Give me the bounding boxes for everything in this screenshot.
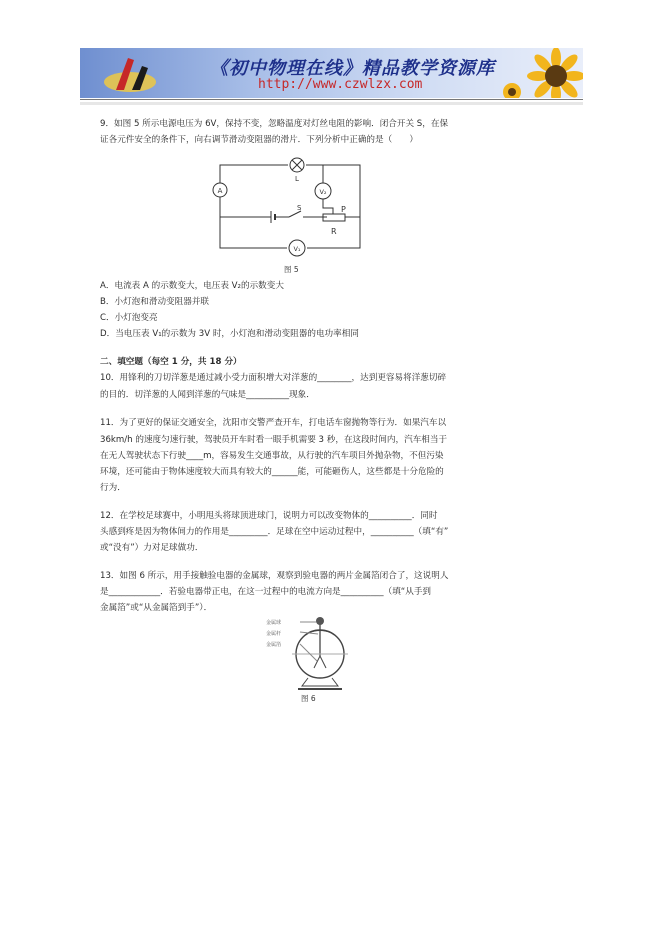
circuit-diagram-fig5 xyxy=(205,150,375,262)
fig6-label-rod: 金属杆 xyxy=(266,631,282,637)
header-banner xyxy=(80,48,583,98)
site-logo-icon xyxy=(102,52,158,96)
q13-line-2: 是____________．若验电器带正电，在这一过程中的电流方向是__________（填“从手到 xyxy=(100,587,432,597)
q9-option-c: C．小灯泡变亮 xyxy=(100,313,158,323)
metal-ball-icon xyxy=(316,617,324,625)
q12-line-3: 或“没有”）力对足球做功． xyxy=(100,543,204,553)
v1-label: V₁ xyxy=(293,245,301,253)
lamp-l-icon xyxy=(290,158,304,172)
fig6-label-foil: 金属箔 xyxy=(266,642,282,648)
q13-line-3: 金属箔”或“从金属箔到手”）． xyxy=(100,603,213,613)
fig6-label-ball: 金属球 xyxy=(266,620,282,626)
fig6-caption: 图 6 xyxy=(301,694,316,703)
header-rule xyxy=(80,99,583,100)
q13-line-1: 13．如图 6 所示，用手接触验电器的金属球，观察到验电器的两片金属箔闭合了，这说明人 xyxy=(100,571,449,581)
q9-option-a: A．电流表 A 的示数变大，电压表 V₂的示数变大 xyxy=(100,281,284,291)
q12-line-1: 12．在学校足球赛中，小明甩头将球顶进球门，说明力可以改变物体的__________．同时 xyxy=(100,511,438,521)
q11-line-4: 环境，还可能由于物体速度较大而具有较大的______能，可能砸伤人，这些都是十分危险的 xyxy=(100,467,444,477)
q12-line-2: 头感到疼是因为物体间力的作用是_________．足球在空中运动过程中，__________（填“有” xyxy=(100,527,449,537)
v2-label: V₂ xyxy=(319,188,327,196)
ammeter-label: A xyxy=(217,187,223,195)
electroscope-diagram-fig6 xyxy=(262,614,362,694)
banner-title: 《初中物理在线》精品教学资源库 xyxy=(210,58,495,79)
q10-line-2: 的目的．切洋葱的人闻到洋葱的气味是__________现象． xyxy=(100,390,315,400)
q11-line-1: 11．为了更好的保证交通安全，沈阳市交警严查开车，打电话车窗抛物等行为．如果汽车以 xyxy=(100,418,447,428)
q9-option-d: D．当电压表 V₁的示数为 3V 时，小灯泡和滑动变阻器的电功率相同 xyxy=(100,329,359,339)
q11-line-5: 行为． xyxy=(100,483,126,493)
q9-line-2: 证各元件安全的条件下，向右调节滑动变阻器的滑片．下列分析中正确的是（ ） xyxy=(100,135,418,145)
fig5-caption: 图 5 xyxy=(284,265,299,274)
q11-line-3: 在无人驾驶状态下行驶____m，容易发生交通事故，从行驶的汽车项目外抛杂物，不但污染 xyxy=(100,451,444,461)
voltmeter-v2-icon xyxy=(315,183,331,199)
slider-label: P xyxy=(341,205,346,214)
voltmeter-v1-icon xyxy=(289,240,305,256)
section-heading: 二、填空题（每空 1 分，共 18 分） xyxy=(100,357,242,367)
header-shadow-rule xyxy=(80,102,583,105)
banner-url[interactable]: http://www.czwlzx.com xyxy=(258,77,423,92)
q9-line-1: 9．如图 5 所示电源电压为 6V，保持不变，忽略温度对灯丝电阻的影响．闭合开关 S，在保 xyxy=(100,119,449,129)
switch-label: S xyxy=(297,204,302,212)
ammeter-a-icon xyxy=(213,183,227,197)
resistor-label: R xyxy=(331,227,337,236)
lamp-label: L xyxy=(295,175,299,183)
q10-line-1: 10．用锋利的刀切洋葱是通过减小受力面积增大对洋葱的________，达到更容易将洋葱切碎 xyxy=(100,373,447,383)
sunflower-icon xyxy=(498,48,583,98)
q11-line-2: 36km/h 的速度匀速行驶，驾驶员开车时看一眼手机需要 3 秒，在这段时间内，汽车相当于 xyxy=(100,435,448,445)
q9-option-b: B．小灯泡和滑动变阻器并联 xyxy=(100,297,210,307)
